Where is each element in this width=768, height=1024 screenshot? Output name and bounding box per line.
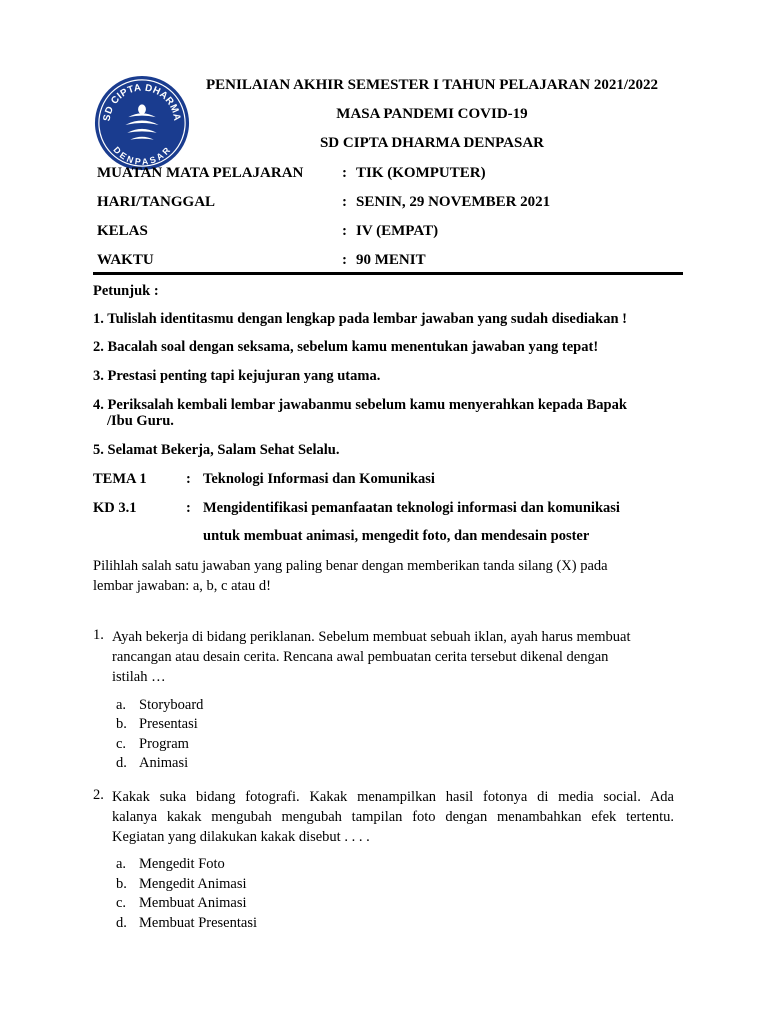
instruction-item: 3. Prestasi penting tapi kejujuran yang utama. [93, 368, 381, 384]
question-text [112, 627, 674, 687]
question-number: 1. [93, 627, 104, 643]
info-value: IV (EMPAT) [356, 223, 439, 239]
exam-title: PENILAIAN AKHIR SEMESTER I TAHUN PELAJARAN 2021/2022 [205, 77, 658, 93]
option-text: Animasi [139, 755, 189, 771]
tema-label: TEMA 1 [93, 471, 147, 487]
info-value: SENIN, 29 NOVEMBER 2021 [356, 194, 551, 210]
info-label: HARI/TANGGAL [97, 194, 216, 210]
question-line: Ayah bekerja di bidang periklanan. Sebelum membuat sebuah iklan, ayah harus membuat [112, 629, 631, 645]
question-line: Kegiatan yang dilakukan kakak disebut . . . . [112, 829, 370, 845]
logo-text-bottom: DENPASAR [111, 144, 173, 167]
info-value: TIK (KOMPUTER) [356, 165, 486, 181]
instruction-item: 1. Tulislah identitasmu dengan lengkap pada lembar jawaban yang sudah disediakan ! [93, 311, 627, 327]
option-letter: c. [116, 736, 127, 752]
direction-text: Pilihlah salah satu jawaban yang paling benar dengan memberikan tanda silang (X) pada [93, 558, 608, 574]
option-letter: d. [116, 915, 127, 931]
direction-text: lembar jawaban: a, b, c atau d! [93, 578, 271, 594]
instruction-item: 5. Selamat Bekerja, Salam Sehat Selalu. [93, 442, 340, 458]
info-label: KELAS [97, 223, 148, 239]
kd-colon: : [186, 500, 191, 516]
info-colon: : [342, 165, 347, 181]
option-letter: a. [116, 697, 127, 713]
option-letter: b. [116, 876, 127, 892]
info-colon: : [342, 223, 347, 239]
option-letter: d. [116, 755, 127, 771]
option-text: Storyboard [139, 697, 204, 713]
question-line: kalanya kakak mengubah mengubah tampilan foto dengan menambahkan efek tertentu. [112, 809, 674, 825]
school-name: SD CIPTA DHARMA DENPASAR [319, 135, 545, 151]
question-text [112, 787, 674, 847]
option-text: Presentasi [139, 716, 198, 732]
info-value: 90 MENIT [356, 252, 426, 268]
tema-colon: : [186, 471, 191, 487]
option-text: Mengedit Foto [139, 856, 225, 872]
instruction-item-continued: /Ibu Guru. [107, 413, 174, 429]
option-letter: c. [116, 895, 127, 911]
instruction-item: 2. Bacalah soal dengan seksama, sebelum kamu menentukan jawaban yang tepat! [93, 339, 599, 355]
option-text: Membuat Animasi [139, 895, 247, 911]
header-divider [93, 272, 683, 275]
info-label: MUATAN MATA PELAJARAN [97, 165, 304, 181]
instructions-heading: Petunjuk : [93, 283, 159, 299]
info-colon: : [342, 252, 347, 268]
question-line: istilah … [112, 669, 166, 685]
option-letter: b. [116, 716, 127, 732]
kd-value-line2: untuk membuat animasi, mengedit foto, dan mendesain poster [203, 528, 590, 544]
info-label: WAKTU [97, 252, 154, 268]
option-letter: a. [116, 856, 127, 872]
question-number: 2. [93, 787, 104, 803]
info-colon: : [342, 194, 347, 210]
tema-value: Teknologi Informasi dan Komunikasi [203, 471, 435, 487]
option-text: Membuat Presentasi [139, 915, 257, 931]
question-line: Kakak suka bidang fotografi. Kakak menampilkan hasil fotonya di media social. Ada [112, 789, 674, 805]
kd-value-line1: Mengidentifikasi pemanfaatan teknologi informasi dan komunikasi [203, 500, 620, 516]
option-text: Mengedit Animasi [139, 876, 247, 892]
option-text: Program [139, 736, 189, 752]
exam-subtitle: MASA PANDEMI COVID-19 [336, 106, 528, 122]
question-line: rancangan atau desain cerita. Rencana awal pembuatan cerita tersebut dikenal dengan [112, 649, 609, 665]
logo-text-top: SD CIPTA DHARMA [101, 82, 183, 122]
kd-label: KD 3.1 [93, 500, 137, 516]
instruction-item: 4. Periksalah kembali lembar jawabanmu sebelum kamu menyerahkan kepada Bapak [93, 397, 627, 413]
